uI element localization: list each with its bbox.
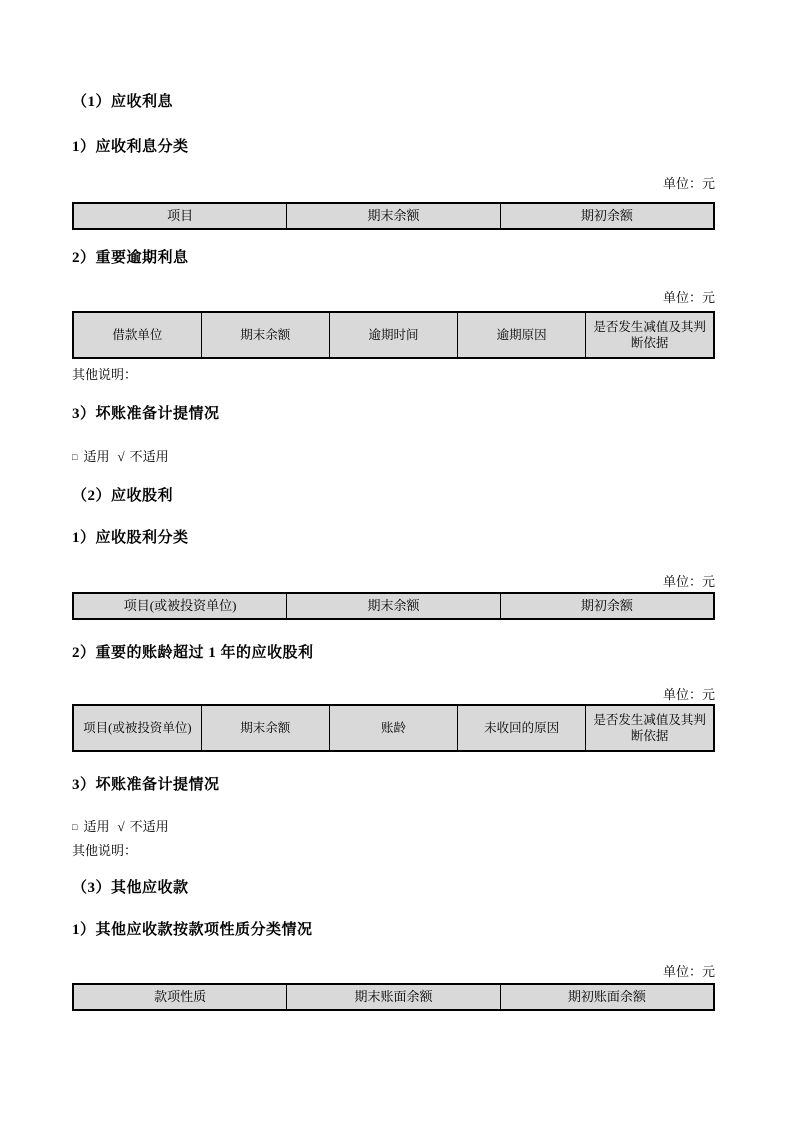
- unit-label: 单位：元: [662, 176, 715, 191]
- applicable-label: 适用: [83, 819, 110, 834]
- column-header: 借款单位: [73, 312, 201, 358]
- table-header-row: [73, 203, 714, 229]
- applicability-line: [72, 449, 715, 466]
- column-header: 期初余额: [500, 593, 714, 619]
- column-header: 逾期时间: [329, 312, 457, 358]
- column-header: 是否发生减值及其判断依据: [586, 705, 714, 751]
- subheading-important-overdue-interest: 2）重要逾期利息: [72, 250, 189, 266]
- section-heading-other-receivables: （3）其他应收款: [72, 880, 189, 896]
- table-header-row: [73, 593, 714, 619]
- subheading-dividend-over-one-year: 2）重要的账龄超过 1 年的应收股利: [72, 645, 314, 661]
- subheading-interest-classification: 1）应收利息分类: [72, 139, 189, 155]
- not-applicable-label: 不适用: [129, 449, 169, 464]
- unit-label: 单位：元: [662, 687, 715, 702]
- table-interest-classification: [72, 202, 715, 230]
- column-header: 是否发生减值及其判断依据: [586, 312, 714, 358]
- checkmark-icon: √: [117, 449, 125, 464]
- column-header: 期初账面余额: [500, 984, 714, 1010]
- column-header: 账龄: [329, 705, 457, 751]
- subheading-other-receivables-by-nature: 1）其他应收款按款项性质分类情况: [72, 922, 313, 938]
- other-note-label: 其他说明：: [72, 367, 138, 382]
- column-header: 项目: [73, 203, 287, 229]
- subheading-bad-debt-provision-interest: 3）坏账准备计提情况: [72, 406, 220, 422]
- column-header: 款项性质: [73, 984, 287, 1010]
- subheading-dividend-classification: 1）应收股利分类: [72, 530, 189, 546]
- subheading-bad-debt-provision-dividend: 3）坏账准备计提情况: [72, 777, 220, 793]
- not-applicable-label: 不适用: [129, 819, 169, 834]
- column-header: 期初余额: [500, 203, 714, 229]
- unit-label: 单位：元: [662, 574, 715, 589]
- column-header: 期末余额: [201, 705, 329, 751]
- checkmark-icon: √: [117, 819, 125, 834]
- unit-label: 单位：元: [662, 290, 715, 305]
- unit-label: 单位：元: [662, 964, 715, 979]
- applicable-label: 适用: [83, 449, 110, 464]
- checkbox-icon: □: [72, 452, 78, 462]
- column-header: 期末余额: [287, 593, 501, 619]
- section-heading-dividend-receivable: （2）应收股利: [72, 488, 174, 504]
- table-header-row: [73, 984, 714, 1010]
- table-dividend-over-one-year: [72, 704, 715, 752]
- column-header: 未收回的原因: [458, 705, 586, 751]
- column-header: 期末账面余额: [287, 984, 501, 1010]
- section-heading-interest-receivable: （1）应收利息: [72, 94, 174, 110]
- table-header-row: [73, 312, 714, 358]
- table-dividend-classification: [72, 592, 715, 620]
- column-header: 项目(或被投资单位): [73, 705, 201, 751]
- checkbox-icon: □: [72, 822, 78, 832]
- other-note-label: 其他说明：: [72, 843, 138, 858]
- table-other-receivables-nature: [72, 983, 715, 1011]
- column-header: 逾期原因: [458, 312, 586, 358]
- column-header: 期末余额: [201, 312, 329, 358]
- table-overdue-interest: [72, 311, 715, 359]
- column-header: 项目(或被投资单位): [73, 593, 287, 619]
- table-header-row: [73, 705, 714, 751]
- column-header: 期末余额: [287, 203, 501, 229]
- applicability-line: [72, 819, 715, 836]
